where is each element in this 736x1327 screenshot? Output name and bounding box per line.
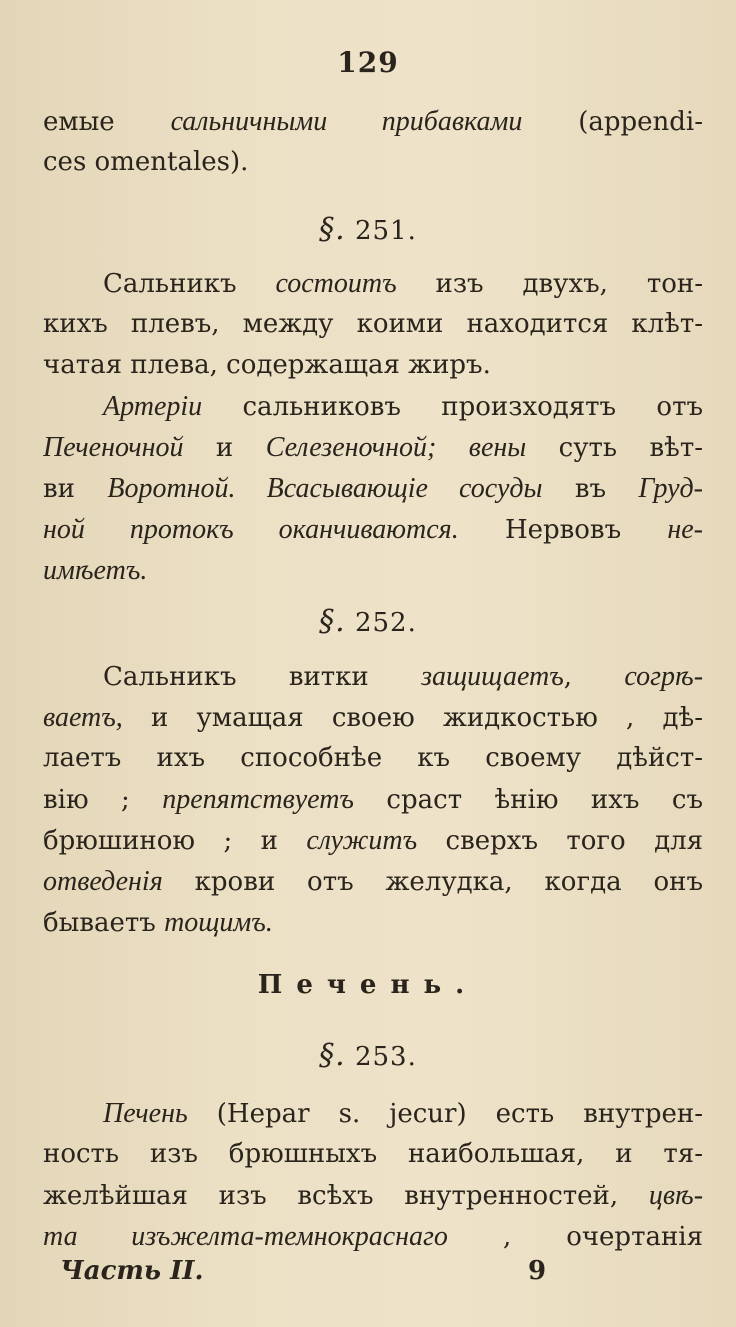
- section-symbol: §.: [319, 604, 346, 639]
- text-line: та изъжелта-темнокраснаго , очертанiя: [43, 1221, 703, 1252]
- text-line: емые сальничными прибавками (appendi-: [43, 106, 703, 137]
- text-line: Печень (Hepar s. jecur) есть внутрен-: [103, 1098, 703, 1129]
- paragraph-252: [43, 656, 703, 943]
- text-line: кихъ плевъ, между коими находится клѣт-: [43, 309, 703, 339]
- signature-mark: 9: [528, 1256, 547, 1286]
- section-heading-253: §. 253.: [319, 1038, 417, 1073]
- paragraph-251: [43, 263, 703, 591]
- text-line: отведенiя крови отъ желудка, когда онъ: [43, 866, 703, 897]
- page-footer: [60, 1256, 560, 1300]
- text-line: имѣетъ.: [43, 555, 148, 586]
- text-line: вiю ; препятствуетъ сраст ѣнiю ихъ съ: [43, 784, 703, 815]
- text-line: бываетъ тощимъ.: [43, 907, 273, 938]
- section-heading-252: §. 252.: [319, 604, 417, 639]
- paragraph-continuation: [43, 101, 703, 183]
- paragraph-253: [43, 1093, 703, 1257]
- text-line: Печеночной и Селезеночной; вены суть вѣт-: [43, 432, 703, 463]
- text-line: брюшиною ; и служитъ сверхъ того для: [43, 825, 703, 856]
- text-line: лаетъ ихъ способнѣе къ своему дѣйст-: [43, 743, 703, 773]
- text-line: желѣйшая изъ всѣхъ внутренностей, цвѣ-: [43, 1180, 703, 1211]
- text-line: ви Воротной. Всасывающiе сосуды въ Груд-: [43, 473, 703, 504]
- text-line: Сальникъ состоитъ изъ двухъ, тон-: [103, 268, 703, 299]
- section-symbol: §.: [319, 212, 346, 247]
- text-line: ность изъ брюшныхъ наибольшая, и тя-: [43, 1139, 703, 1169]
- chapter-heading: Печень.: [257, 970, 479, 1000]
- text-line: ной протокъ оканчиваются. Нервовъ не-: [43, 514, 703, 545]
- text-line: ces omentales).: [43, 147, 249, 177]
- section-heading-251: §. 251.: [319, 212, 417, 247]
- text-line: Артерiи сальниковъ произходятъ отъ: [103, 391, 703, 422]
- page-number: 129: [337, 46, 399, 79]
- text-line: Сальникъ витки защищаетъ, согрѣ-: [103, 661, 703, 692]
- text-line: ваетъ, и умащая своею жидкостью , дѣ-: [43, 702, 703, 733]
- text-line: чатая плева, содержащая жиръ.: [43, 350, 491, 380]
- part-label: Часть II.: [60, 1256, 204, 1286]
- section-symbol: §.: [319, 1038, 346, 1073]
